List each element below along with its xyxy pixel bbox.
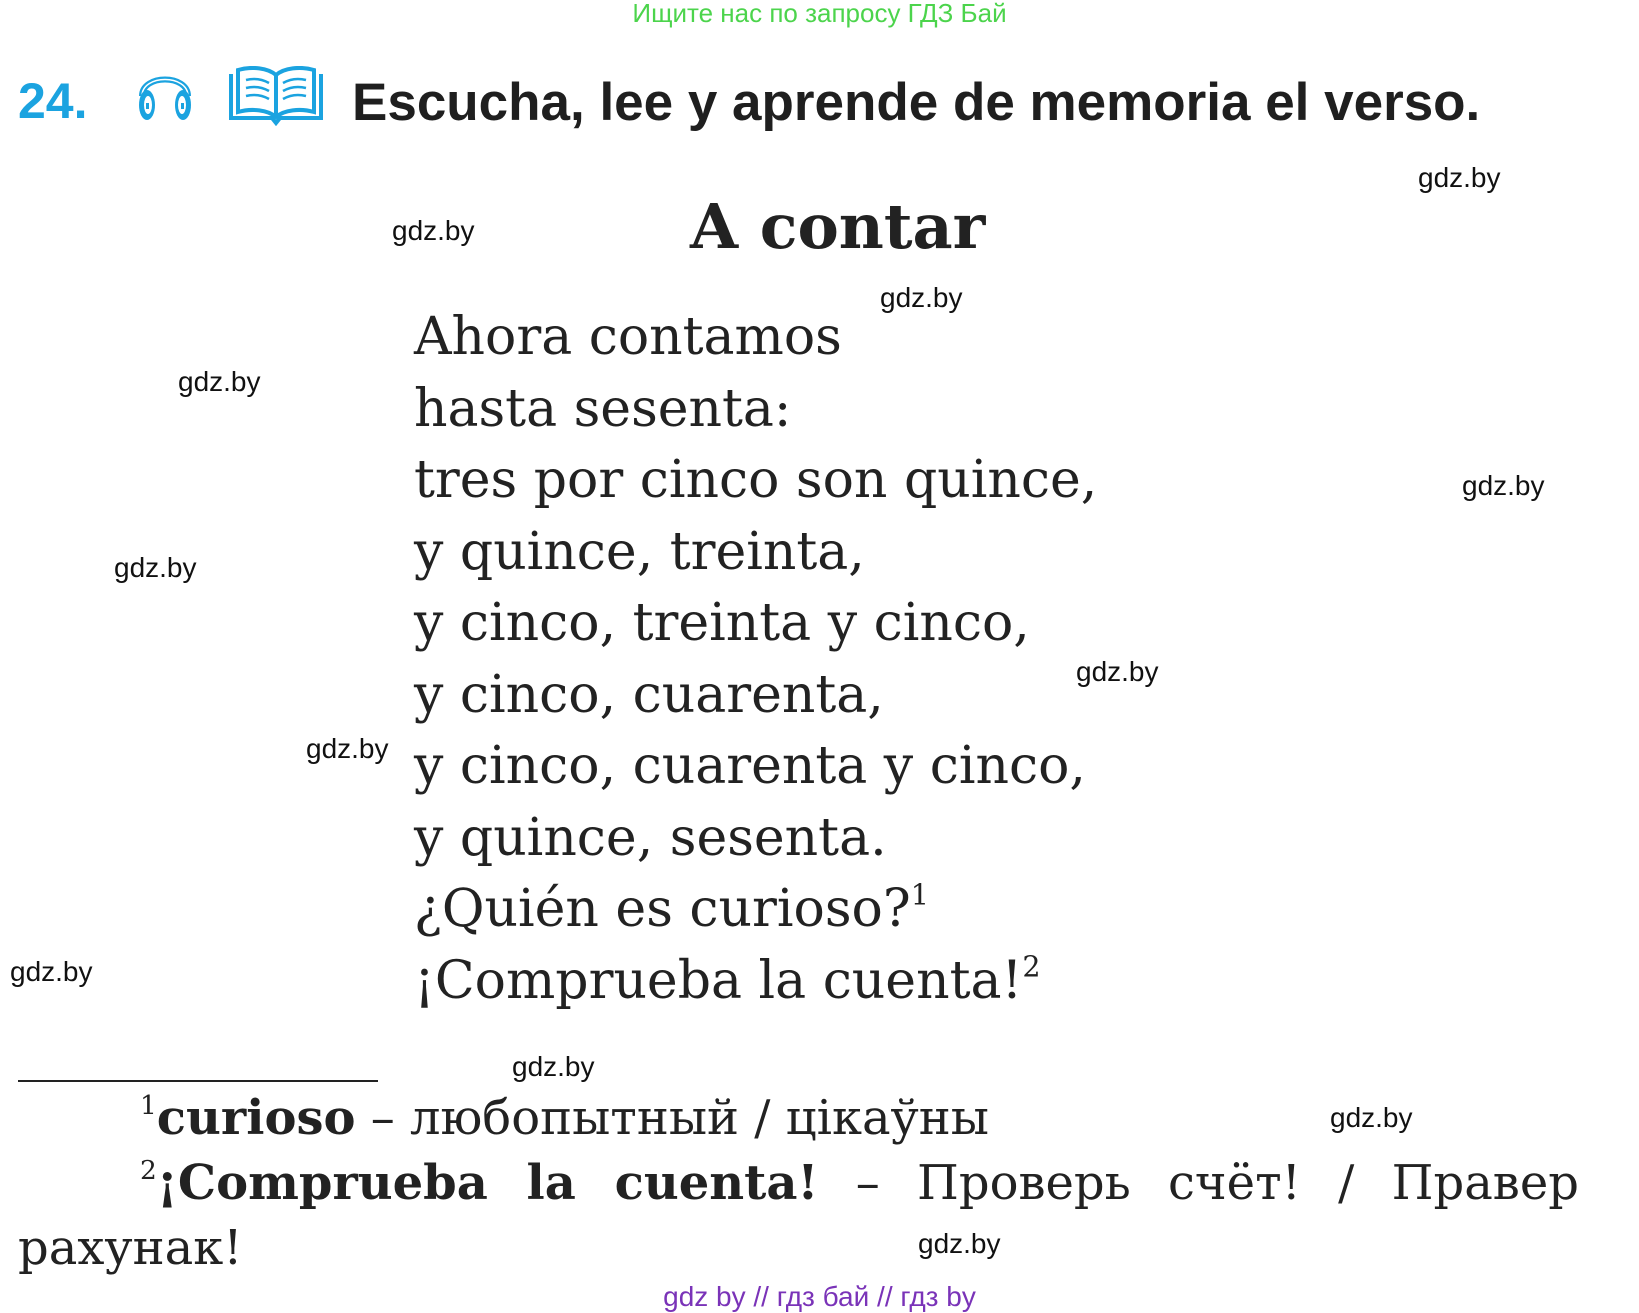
watermark: gdz.by <box>10 956 93 987</box>
watermark: gdz.by <box>1076 656 1159 687</box>
top-search-banner: Ищите нас по запросу ГДЗ Бай <box>632 0 1007 28</box>
poem-verse <box>414 302 1097 1017</box>
poem-title: A contar <box>690 190 986 263</box>
poem-line: y cinco, cuarenta y cinco, <box>414 736 1086 796</box>
exercise-number: 24. <box>18 73 88 129</box>
open-book-icon <box>228 66 324 126</box>
watermark: gdz.by <box>392 215 475 246</box>
watermark: gdz.by <box>306 733 389 764</box>
poem-line: hasta sesenta: <box>414 378 792 439</box>
poem-line: ¿Quién es curioso?$^1$ <box>414 877 929 939</box>
poem-line: Ahora contamos <box>414 307 842 367</box>
poem-line: y cinco, treinta y cinco, <box>414 593 1030 653</box>
footnote-1: $^1$curioso – любопытный / цікаўны <box>140 1090 989 1146</box>
watermark: gdz.by <box>114 552 197 583</box>
bottom-watermark-banner: gdz by // гдз бай // гдз by <box>663 1281 976 1312</box>
watermark: gdz.by <box>1462 470 1545 501</box>
poem-line: tres por cinco son quince, <box>414 450 1098 510</box>
watermark: gdz.by <box>880 282 963 313</box>
poem-line: y quince, treinta, <box>414 521 865 582</box>
footnote-2-continuation: рахунак! <box>18 1220 243 1276</box>
watermark: gdz.by <box>1330 1102 1413 1133</box>
exercise-instruction: Escucha, lee y aprende de memoria el verso. <box>352 73 1481 132</box>
poem-line: y quince, sesenta. <box>414 807 887 868</box>
headphones-icon <box>134 60 196 124</box>
watermark: gdz.by <box>1418 162 1501 193</box>
watermark: gdz.by <box>178 366 261 397</box>
watermark: gdz.by <box>512 1051 595 1082</box>
poem-line: ¡Comprueba la cuenta!$^2$ <box>414 949 1041 1011</box>
poem-line: y cinco, cuarenta, <box>414 664 884 725</box>
footnote-divider <box>18 1080 378 1082</box>
watermark: gdz.by <box>918 1228 1001 1259</box>
footnote-2: $^2$¡Comprueba la cuenta! – Проверь счёт! / Правер <box>140 1155 1579 1211</box>
